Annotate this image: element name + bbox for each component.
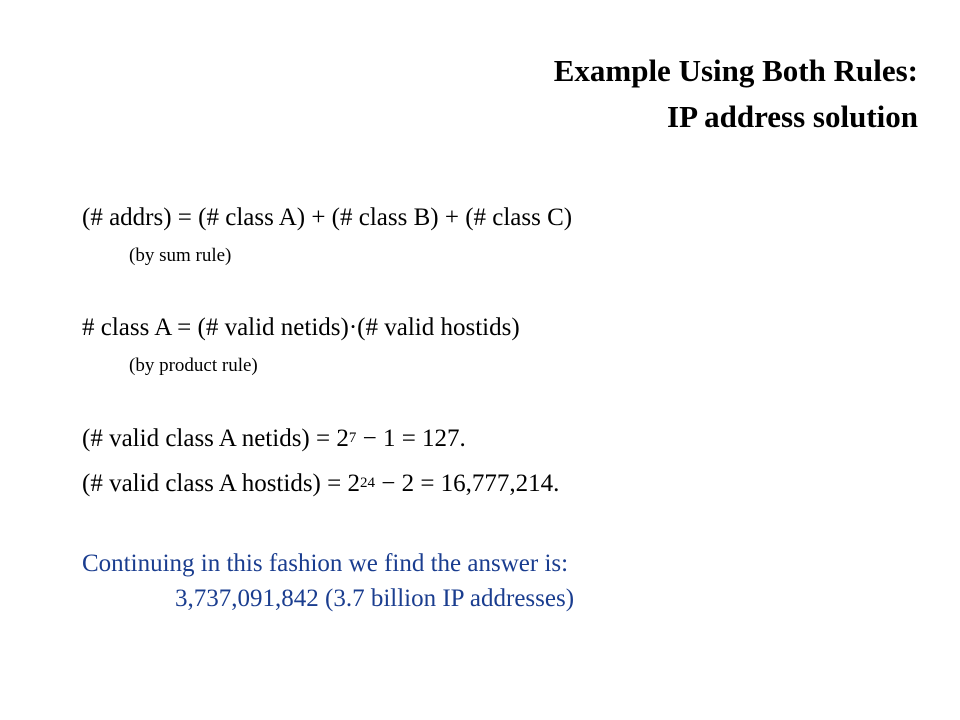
hostids-exponent: 24: [359, 475, 375, 491]
equation-hostids: [82, 469, 559, 499]
equation-netids: [82, 424, 466, 454]
netids-prefix: (# valid class A netids) = 2: [82, 425, 349, 452]
netids-suffix: − 1 = 127.: [356, 425, 466, 452]
equation-addrs: (# addrs) = (# class A) + (# class B) + (# class C): [82, 204, 573, 231]
title-line-1: Example Using Both Rules:: [553, 53, 918, 88]
title-line-2: IP address solution: [667, 99, 918, 134]
note-product-rule: (by product rule): [129, 355, 258, 376]
conclusion-text: Continuing in this fashion we find the answer is:: [82, 550, 569, 577]
hostids-suffix: − 2 = 16,777,214.: [374, 470, 560, 497]
hostids-prefix: (# valid class A hostids) = 2: [82, 470, 360, 497]
answer-text: 3,737,091,842 (3.7 billion IP addresses): [175, 585, 575, 612]
note-sum-rule: (by sum rule): [129, 245, 232, 266]
equation-class-a: # class A = (# valid netids)·(# valid hostids): [82, 314, 520, 341]
netids-exponent: 7: [348, 430, 357, 446]
